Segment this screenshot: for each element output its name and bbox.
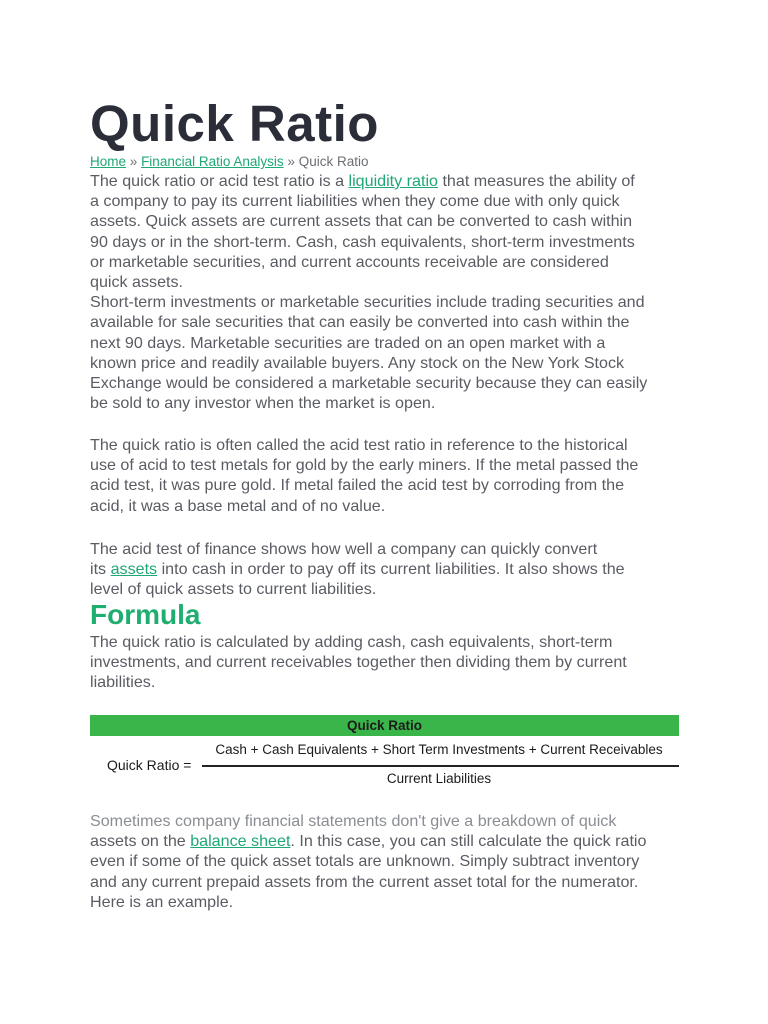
acid-test-paragraph	[90, 435, 638, 516]
formula-desc-line: The quick ratio is calculated by adding cash, cash equivalents, short-term	[90, 633, 613, 651]
intro-line: or marketable securities, and current accounts receivable are considered	[90, 252, 609, 271]
formula-numerator: Cash + Cash Equivalents + Short Term Investments + Current Receivables	[215, 742, 663, 757]
assets-link[interactable]: assets	[110, 560, 158, 579]
formula-description	[90, 632, 627, 693]
intro-line: known price and readily available buyers. Any stock on the New York Stock	[90, 353, 625, 372]
intro-line: available for sale securities that can easily be converted into cash within the	[90, 313, 630, 332]
breadcrumb-separator: »	[129, 154, 138, 169]
breakdown-line: even if some of the quick asset totals are unknown. Simply subtract inventory	[90, 852, 640, 871]
breadcrumb-section-link[interactable]: Financial Ratio Analysis	[141, 154, 284, 169]
breadcrumb-home-link[interactable]: Home	[90, 154, 127, 169]
acid-line: acid test, it was pure gold. If metal failed the acid test by corroding from the	[90, 476, 625, 495]
finance-text: into cash in order to pay off its current liabilities. It also shows the	[157, 560, 625, 579]
intro-line: quick assets.	[90, 273, 184, 292]
breadcrumb	[90, 154, 368, 170]
formula-image	[90, 715, 679, 795]
intro-line: next 90 days. Marketable securities are traded on an open market with a	[90, 333, 606, 352]
breakdown-text: . In this case, you can still calculate the quick ratio	[290, 832, 647, 851]
finance-line: The acid test of finance shows how well a company can quickly convert	[90, 540, 598, 558]
formula-label: Quick Ratio =	[107, 757, 192, 773]
finance-paragraph	[90, 539, 625, 600]
finance-line: level of quick assets to current liabilities.	[90, 580, 377, 599]
page-title: Quick Ratio	[90, 95, 379, 152]
intro-paragraph	[90, 171, 647, 413]
formula-desc-line: investments, and current receivables together then dividing them by current	[90, 653, 627, 672]
intro-line: a company to pay its current liabilities when they come due with only quick	[90, 192, 620, 211]
formula-heading: Formula	[90, 599, 201, 630]
liquidity-ratio-link[interactable]: liquidity ratio	[348, 172, 438, 190]
formula-denominator: Current Liabilities	[386, 771, 492, 786]
balance-sheet-link[interactable]: balance sheet	[190, 832, 291, 851]
intro-line: assets. Quick assets are current assets that can be converted to cash within	[90, 212, 633, 231]
breakdown-line: and any current prepaid assets from the current asset total for the numerator.	[90, 872, 639, 891]
intro-line: 90 days or in the short-term. Cash, cash equivalents, short-term investments	[90, 232, 635, 251]
breakdown-line: Sometimes company financial statements don't give a breakdown of quick	[90, 812, 617, 830]
formula-header: Quick Ratio	[90, 715, 679, 736]
intro-line: be sold to any investor when the market is open.	[90, 394, 436, 413]
finance-text: its	[90, 560, 111, 579]
acid-line: acid, it was a base metal and of no value.	[90, 496, 386, 515]
intro-text: that measures the ability of	[437, 172, 635, 190]
breakdown-text: assets on the	[90, 832, 191, 851]
acid-line: The quick ratio is often called the acid test ratio in reference to the historical	[90, 436, 628, 454]
acid-line: use of acid to test metals for gold by the early miners. If the metal passed the	[90, 456, 639, 475]
intro-text: The quick ratio or acid test ratio is a	[90, 172, 349, 190]
fraction-line	[202, 765, 679, 767]
intro-line: Exchange would be considered a marketable security because they can easily	[90, 374, 648, 393]
intro-line: Short-term investments or marketable securities include trading securities and	[90, 293, 645, 312]
formula-desc-line: liabilities.	[90, 673, 156, 692]
breakdown-paragraph	[90, 811, 646, 912]
breakdown-line: Here is an example.	[90, 892, 234, 911]
breadcrumb-current: Quick Ratio	[298, 154, 369, 169]
breadcrumb-separator: »	[287, 154, 295, 169]
